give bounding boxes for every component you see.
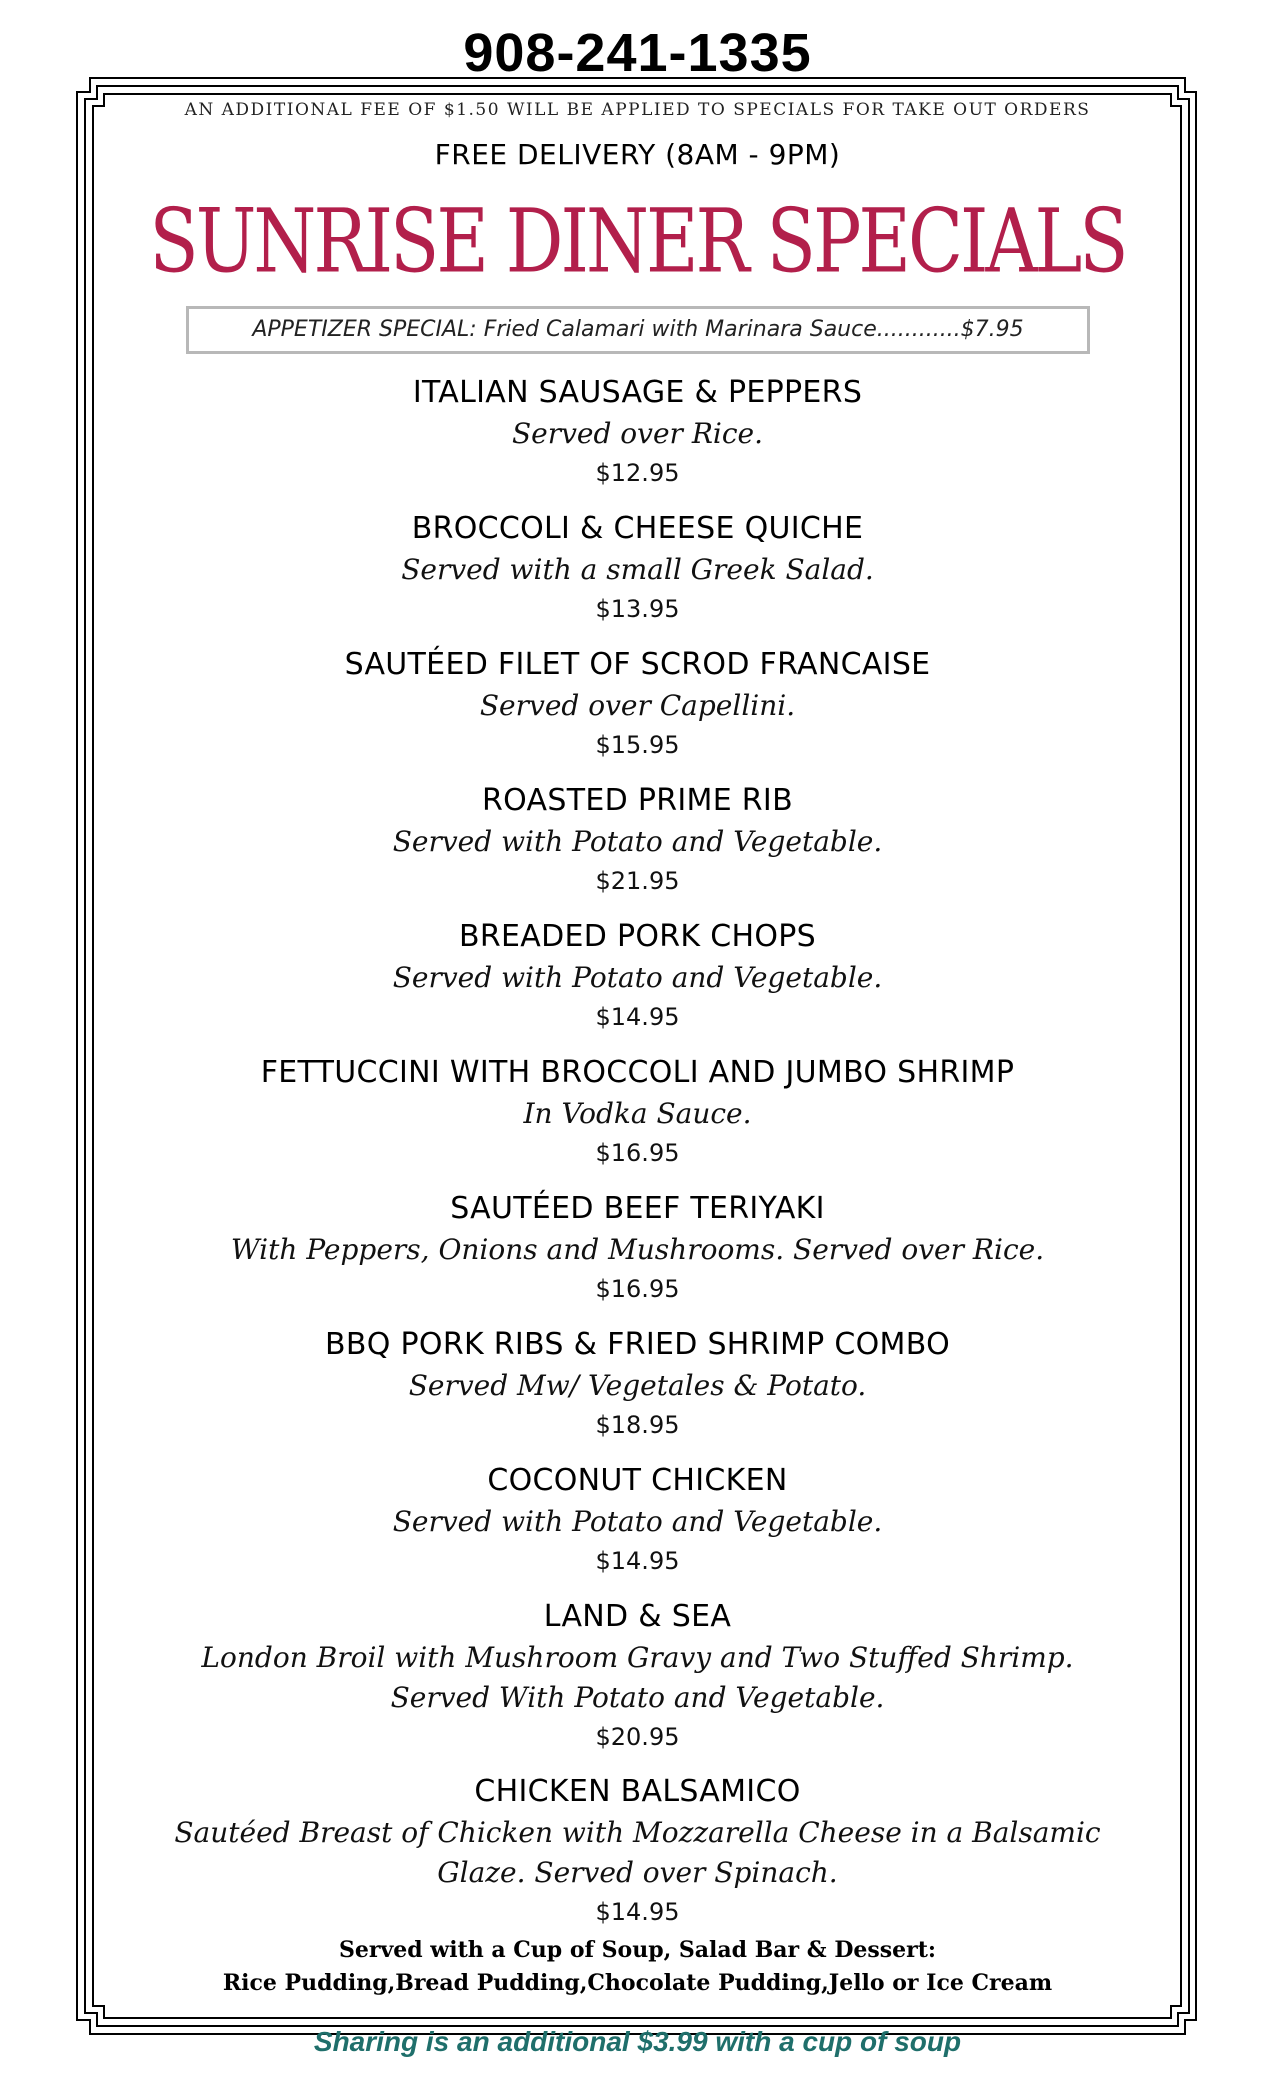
- item-description-line-2: Glaze. Served over Spinach.: [437, 1856, 838, 1889]
- item-name: ROASTED PRIME RIB: [482, 783, 793, 818]
- item-price: $21.95: [595, 867, 680, 895]
- item-price: $20.95: [595, 1723, 680, 1751]
- list-item: [150, 1324, 1125, 1460]
- appetizer-special: APPETIZER SPECIAL: Fried Calamari with Marinara Sauce............$7.95: [186, 306, 1090, 354]
- list-item: [150, 644, 1125, 780]
- item-description: London Broil with Mushroom Gravy and Two Stuffed Shrimp.: [201, 1641, 1074, 1674]
- specials-list: [150, 372, 1125, 1946]
- item-name: SAUTÉED BEEF TERIYAKI: [450, 1191, 825, 1226]
- item-price: $13.95: [595, 595, 680, 623]
- item-name: COCONUT CHICKEN: [487, 1463, 788, 1498]
- item-price: $16.95: [595, 1139, 680, 1167]
- item-description: Served over Capellini.: [479, 689, 796, 722]
- item-description: Served with Potato and Vegetable.: [392, 961, 883, 994]
- item-price: $12.95: [595, 459, 680, 487]
- item-description: In Vodka Sauce.: [523, 1097, 752, 1130]
- list-item: [150, 780, 1125, 916]
- delivery-info: FREE DELIVERY (8AM - 9PM): [434, 138, 841, 171]
- item-description: Served Mw/ Vegetales & Potato.: [408, 1369, 867, 1402]
- list-item: [150, 372, 1125, 508]
- item-description-line-2: Served With Potato and Vegetable.: [390, 1681, 885, 1714]
- item-name: SAUTÉED FILET OF SCROD FRANCAISE: [344, 647, 931, 682]
- item-name: BBQ PORK RIBS & FRIED SHRIMP COMBO: [325, 1327, 950, 1362]
- item-description: With Peppers, Onions and Mushrooms. Served over Rice.: [230, 1233, 1045, 1266]
- item-name: CHICKEN BALSAMICO: [474, 1774, 801, 1809]
- item-name: FETTUCCINI WITH BROCCOLI AND JUMBO SHRIMP: [260, 1055, 1015, 1090]
- included-sides-line-1: Served with a Cup of Soup, Salad Bar & Dessert:: [338, 1937, 937, 1963]
- item-description: Sautéed Breast of Chicken with Mozzarella Cheese in a Balsamic: [174, 1816, 1101, 1849]
- item-name: BREADED PORK CHOPS: [458, 919, 816, 954]
- item-description: Served with a small Greek Salad.: [401, 553, 874, 586]
- included-sides-line-2: Rice Pudding,Bread Pudding,Chocolate Pudding,Jello or Ice Cream: [222, 1970, 1053, 1996]
- list-item: [150, 1052, 1125, 1188]
- takeout-fee-notice: AN ADDITIONAL FEE OF $1.50 WILL BE APPLIED TO SPECIALS FOR TAKE OUT ORDERS: [110, 100, 1165, 120]
- item-description: Served over Rice.: [511, 417, 764, 450]
- item-name: BROCCOLI & CHEESE QUICHE: [411, 511, 864, 546]
- item-name: LAND & SEA: [543, 1599, 732, 1634]
- list-item: [150, 1596, 1125, 1771]
- item-price: $16.95: [595, 1275, 680, 1303]
- list-item: [150, 916, 1125, 1052]
- list-item: [150, 508, 1125, 644]
- phone-number: 908-241-1335: [463, 23, 812, 83]
- list-item: [150, 1188, 1125, 1324]
- item-name: ITALIAN SAUSAGE & PEPPERS: [412, 375, 863, 410]
- item-price: $14.95: [595, 1547, 680, 1575]
- list-item: [150, 1460, 1125, 1596]
- page-title: SUNRISE DINER SPECIALS: [149, 190, 1126, 293]
- sharing-fee-note: Sharing is an additional $3.99 with a cup of soup: [313, 2026, 962, 2057]
- item-price: $18.95: [595, 1411, 680, 1439]
- item-price: $15.95: [595, 731, 680, 759]
- item-price: $14.95: [595, 1898, 680, 1926]
- included-sides-note: [120, 1934, 1155, 2000]
- item-description: Served with Potato and Vegetable.: [392, 825, 883, 858]
- item-description: Served with Potato and Vegetable.: [392, 1505, 883, 1538]
- list-item: [150, 1771, 1125, 1946]
- item-price: $14.95: [595, 1003, 680, 1031]
